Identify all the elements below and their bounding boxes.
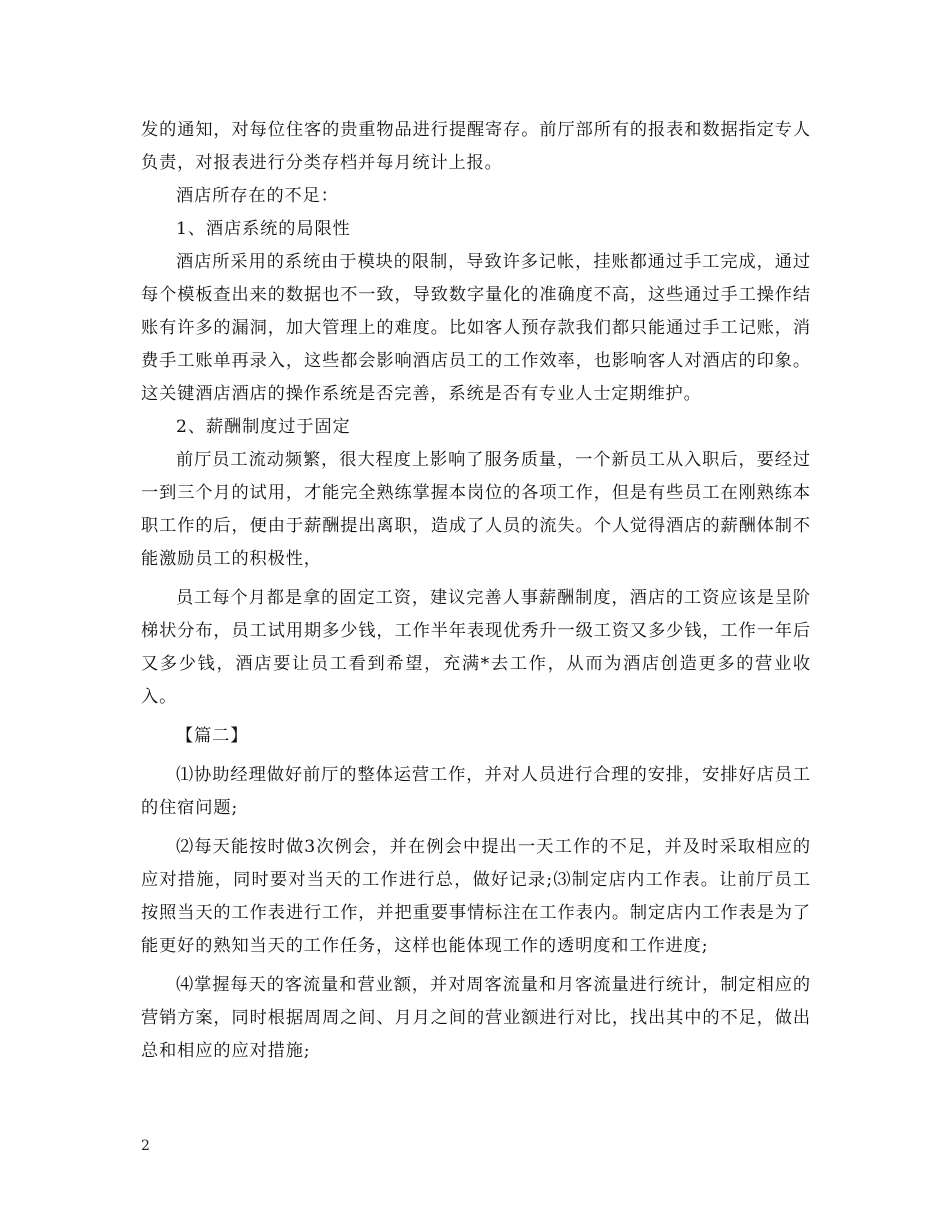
list-item-2-3: ⑵每天能按时做3次例会，并在例会中提出一天工作的不足，并及时采取相应的应对措施，同时要对当天的工作进行总，做好记录;⑶制定店内工作表。让前厅员工按照当天的工作表进行工作，并把重要事情标注在工作表内。制定店内工作表是为了能更好的熟知当天的工作任务，这样也能体现工作的透明度和工作进度; (141, 837, 811, 956)
paragraph-staff-turnover: 前厅员工流动频繁，很大程度上影响了服务质量，一个新员工从入职后，要经过一到三个月的试用，才能完全熟练掌握本岗位的各项工作，但是有些员工在刚熟练本职工作的后，便由于薪酬提出离职，造成了人员的流失。个人觉得酒店的薪酬体制不能激励员工的积极性， (141, 450, 811, 569)
paragraph-shortcomings-heading: 酒店所存在的不足： (176, 186, 339, 206)
section-heading-part-two: 【篇二】 (176, 726, 249, 746)
document-body (141, 114, 811, 1068)
paragraph-continuation: 发的通知，对每位住客的贵重物品进行提醒寄存。前厅部所有的报表和数据指定专人负责，对报表进行分类存档并每月统计上报。 (141, 120, 811, 173)
paragraph-salary-suggestion: 员工每个月都是拿的固定工资，建议完善人事薪酬制度，酒店的工资应该是呈阶梯状分布，员工试用期多少钱，工作半年表现优秀升一级工资又多少钱，工作一年后又多少钱，酒店要让员工看到希望，充满*去工作，从而为酒店创造更多的营业收入。 (141, 588, 811, 707)
page-number: 2 (141, 1138, 150, 1154)
list-item-1: ⑴协助经理做好前厅的整体运营工作，并对人员进行合理的安排，安排好店员工的住宿问题; (141, 765, 811, 818)
paragraph-system-limits: 酒店所采用的系统由于模块的限制，导致许多记帐，挂账都通过手工完成，通过每个模板查出来的数据也不一致，导致数字量化的准确度不高，这些通过手工操作结账有许多的漏洞，加大管理上的难度。比如客人预存款我们都只能通过手工记账，消费手工账单再录入，这些都会影响酒店员工的工作效率，也影响客人对酒店的印象。这关键酒店酒店的操作系统是否完善，系统是否有专业人士定期维护。 (141, 252, 811, 404)
list-item-4: ⑷掌握每天的客流量和营业额，并对周客流量和月客流量进行统计，制定相应的营销方案，同时根据周周之间、月月之间的营业额进行对比，找出其中的不足，做出总和相应的应对措施; (141, 975, 811, 1061)
section-heading-salary: 2、薪酬制度过于固定 (176, 417, 351, 437)
section-heading-system-limits: 1、酒店系统的局限性 (176, 219, 351, 239)
